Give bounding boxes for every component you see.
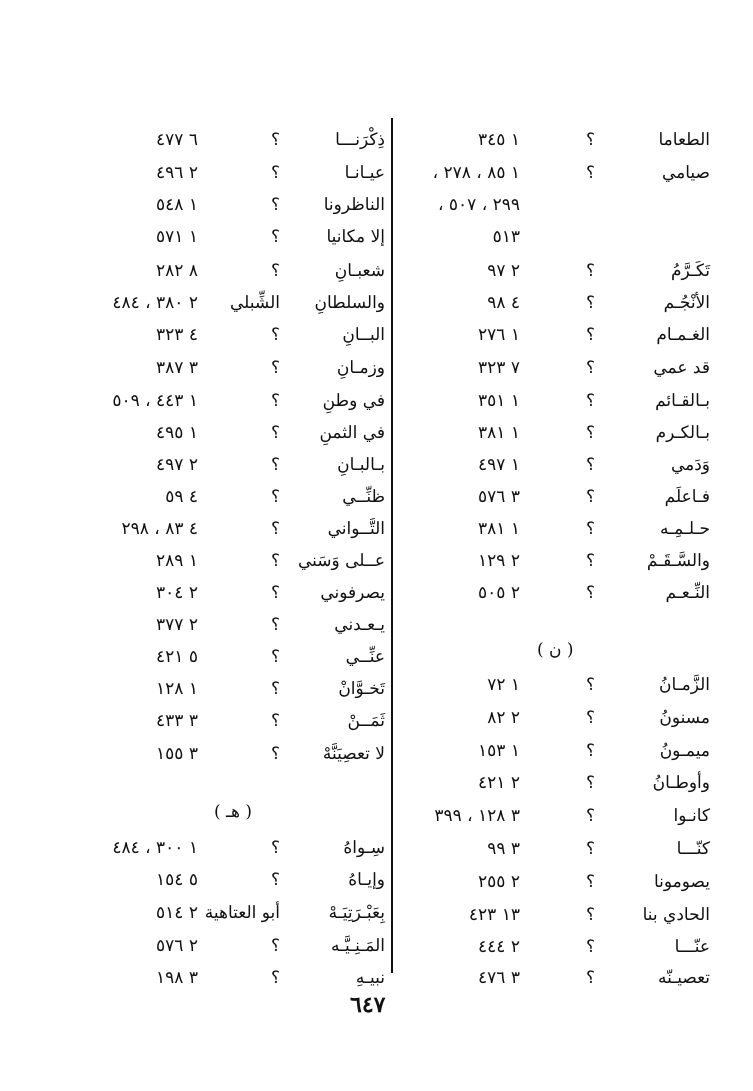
left-column-entry-word: شعبـانِ [334, 261, 385, 281]
left-column-entry-ref: ١ ٤٩٥ [156, 423, 198, 443]
right-column-entry-word: الحادي بنا [642, 905, 710, 925]
left-column-entry [80, 673, 385, 705]
right-column-entry-word: بـالكـرم [655, 423, 710, 443]
left-column-entry-word: في الثمنِ [319, 423, 385, 443]
right-column-entry-word: كانـوا [673, 806, 710, 826]
left-column-entry-word: ثَمَــنْ [347, 711, 385, 731]
right-column-entry-ref: ٢ ٥٠٥ [478, 583, 520, 603]
right-column-entry-word: تَكَـرَّمُ [670, 261, 710, 281]
right-column-entry-attr: ؟ [585, 519, 595, 539]
left-column-entry-ref: ٣ ١٩٨ [156, 968, 198, 988]
left-column-entry [80, 705, 385, 737]
left-column-entry-ref: ٨ ٢٨٢ [156, 261, 198, 281]
left-column-entry-attr: ؟ [270, 227, 280, 247]
right-column-entry [400, 833, 710, 865]
left-column-entry-ref: ٢ ٣٨٠ ، ٤٨٤ [112, 293, 198, 313]
right-column-entry-ref: ٤ ٩٨ [487, 293, 520, 313]
left-column-entry [80, 577, 385, 609]
right-column-entry [400, 962, 710, 994]
left-column-entry-attr: ؟ [270, 679, 280, 699]
left-column-entry [80, 417, 385, 449]
left-column-entry-attr: ؟ [270, 551, 280, 571]
left-column-entry-word: عــلى وَسَني [297, 551, 385, 571]
right-column-entry-word: الزَّمـانُ [658, 675, 710, 695]
right-column-entry-ref: ٣ ١٢٨ ، ٣٩٩ [434, 806, 520, 826]
left-column-entry-ref: ١ ١٢٨ [156, 679, 198, 699]
right-column-entry-word: بـالقـائم [655, 391, 710, 411]
right-column-entry-word: صيامي [661, 163, 710, 183]
right-column-entry-ref: ١ ٣٥١ [478, 391, 520, 411]
right-column-entry-ref: ٢ ٤٢١ [478, 773, 520, 793]
right-column-entry-attr: ؟ [585, 937, 595, 957]
right-column-entry-ref: ١ ٨٥ ، ٢٧٨ ، [432, 163, 520, 183]
left-column-entry [80, 962, 385, 994]
left-column-entry [80, 609, 385, 641]
right-column-entry [400, 124, 710, 156]
right-column-entry-attr: ؟ [585, 130, 595, 150]
right-column-entry-attr: ؟ [585, 487, 595, 507]
right-column-entry-ref: ٣ ٤٧٦ [478, 968, 520, 988]
left-column-entry-attr: ؟ [270, 358, 280, 378]
left-column-entry-word: بـالبـانِ [337, 455, 385, 475]
left-column-entry-attr: ؟ [270, 870, 280, 890]
left-column-entry-word: عنِّــي [345, 647, 385, 667]
right-column-entry-word: يصومونا [653, 872, 710, 892]
left-column-entry-ref: ١ ٢٨٩ [156, 551, 198, 571]
left-column-entry-ref: ٦ ٤٧٧ [156, 130, 198, 150]
left-column-entry [80, 738, 385, 770]
right-column-entry-attr: ؟ [585, 423, 595, 443]
left-column-entry-attr: ؟ [270, 130, 280, 150]
left-column-entry-ref: ١ ٥٤٨ [156, 195, 198, 215]
left-column-entry [80, 124, 385, 156]
left-column-entry [80, 513, 385, 545]
right-column-entry-ref: ١ ٧٢ [487, 675, 520, 695]
left-column-entry-attr: ؟ [270, 838, 280, 858]
right-column-entry-ref: ٢ ١٢٩ [478, 551, 520, 571]
left-column-entry-attr: ؟ [270, 711, 280, 731]
left-column-entry-word: عيـانـا [344, 163, 385, 183]
right-column-entry [400, 735, 710, 767]
right-column-entry-word: حـلـمِـه [659, 519, 710, 539]
right-column-entry [400, 513, 710, 545]
left-column-entry [80, 641, 385, 673]
right-column-entry-word: الغـمـام [656, 325, 710, 345]
right-column-entry-word: الطعاما [658, 130, 710, 150]
right-column-entry [400, 449, 710, 481]
left-column-entry-word: في وطنِ [322, 391, 385, 411]
right-column-entry-word: مسنونُ [659, 708, 710, 728]
right-column-entry-ref: ٢ ٩٧ [487, 261, 520, 281]
right-column-entry-word: تعصيـنّه [657, 968, 710, 988]
left-column-entry-word: ذِكْرَنـــا [335, 130, 385, 150]
left-column-entry-ref: ١ ٤٤٣ ، ٥٠٩ [112, 391, 198, 411]
left-column-entry-ref: ٢ ٥٧٦ [156, 936, 198, 956]
right-column-entry [400, 417, 710, 449]
right-column-entry-word: فـاعلَم [664, 487, 710, 507]
right-column-entry-ref: ٣ ٥٧٦ [478, 487, 520, 507]
right-column-entry-attr: ؟ [585, 741, 595, 761]
right-column-entry [400, 577, 710, 609]
right-column-entry-ref: ٢ ٤٤٤ [478, 937, 520, 957]
left-column-entry-ref: ٢ ٣٠٤ [156, 583, 198, 603]
left-column-entry-word: إلا مكانيا [326, 227, 385, 247]
left-column-entry-word: الناظرونا [323, 195, 385, 215]
left-column-entry-attr: ؟ [270, 423, 280, 443]
left-column-entry-word: يـعـدني [334, 615, 385, 635]
left-column-entry-ref: ٢ ٤٩٧ [156, 455, 198, 475]
left-column-entry-word: سِـواهُ [343, 838, 385, 858]
left-column-entry-ref: ٢ ٣٧٧ [156, 615, 198, 635]
right-column-entry-attr: ؟ [585, 358, 595, 378]
right-column-entry [400, 319, 710, 351]
right-column-entry [400, 800, 710, 832]
right-column-entry-attr: ؟ [585, 839, 595, 859]
letter-heading-ha: ( هـ ) [214, 802, 253, 822]
column-divider [391, 118, 393, 973]
right-column-entry-ref: ١ ٢٧٦ [478, 325, 520, 345]
left-column-entry [80, 255, 385, 287]
left-column-entry [80, 897, 385, 929]
right-column-entry-attr: ؟ [585, 905, 595, 925]
left-column-entry-attr: ؟ [270, 195, 280, 215]
left-column-entry-ref: ٤ ٣٢٣ [156, 325, 198, 345]
left-column-entry-attr: ؟ [270, 325, 280, 345]
page-number: ٦٤٧ [350, 992, 386, 1018]
left-column-entry-attr: ؟ [270, 261, 280, 281]
left-column-entry-attr: ؟ [270, 936, 280, 956]
right-column-entry [400, 767, 710, 799]
left-column-entry-ref: ٢ ٤٩٦ [156, 163, 198, 183]
right-column-entry-ref: ١ ٣٤٥ [478, 130, 520, 150]
right-column-entry-word: عنّـــا [674, 937, 710, 957]
right-column-entry [400, 669, 710, 701]
left-column-entry-word: تَخـوَّانْ [338, 679, 385, 699]
right-column-entry-ref: ٧ ٣٢٣ [478, 358, 520, 378]
left-column-entry-ref: ٣ ١٥٥ [156, 744, 198, 764]
left-column-entry [80, 157, 385, 189]
left-column-entry-attr: ؟ [270, 615, 280, 635]
left-column-entry-attr: ؟ [270, 391, 280, 411]
left-column-entry [80, 385, 385, 417]
right-column-entry-ref: ٥١٣ [492, 227, 520, 247]
left-column-entry-attr: الشِّبلي [230, 293, 280, 313]
right-column-entry-word: النِّـعـم [665, 583, 710, 603]
left-column-entry-word: يصرفوني [320, 583, 385, 603]
left-column-entry-ref: ٤ ٥٩ [165, 487, 198, 507]
left-column-entry [80, 449, 385, 481]
right-column-entry [400, 931, 710, 963]
right-column-entry-attr: ؟ [585, 583, 595, 603]
right-column-entry-word: وَدَمي [670, 455, 710, 475]
left-column-entry-word: وزمـانِ [336, 358, 385, 378]
right-column-entry-ref: ٢ ٢٥٥ [478, 872, 520, 892]
left-column-entry-word: المَـنِـيَّـه [330, 936, 385, 956]
left-column-entry [80, 287, 385, 319]
right-column-entry-attr: ؟ [585, 806, 595, 826]
left-column-entry-attr: ؟ [270, 968, 280, 988]
right-column-entry [400, 385, 710, 417]
right-column-entry [400, 702, 710, 734]
right-column-entry-ref: ٢٩٩ ، ٥٠٧ ، [438, 195, 520, 215]
left-column-entry-attr: ؟ [270, 583, 280, 603]
right-column-entry-attr: ؟ [585, 391, 595, 411]
right-column-entry [400, 899, 710, 931]
right-column-entry-ref: ١ ١٥٣ [478, 741, 520, 761]
right-column-entry [400, 255, 710, 287]
right-column-entry-ref: ١ ٣٨١ [478, 423, 520, 443]
left-column-entry-attr: ؟ [270, 647, 280, 667]
left-column-entry-ref: ١ ٣٠٠ ، ٤٨٤ [112, 838, 198, 858]
right-column-entry-attr: ؟ [585, 551, 595, 571]
left-column-entry-attr: ؟ [270, 744, 280, 764]
left-column-entry [80, 832, 385, 864]
right-column-entry-attr: ؟ [585, 455, 595, 475]
left-column-entry-attr: ؟ [270, 519, 280, 539]
right-column-entry [400, 352, 710, 384]
left-column-entry-word: التَّــواني [327, 519, 385, 539]
left-column-entry [80, 930, 385, 962]
left-column-entry-ref: ٤ ٨٣ ، ٢٩٨ [121, 519, 198, 539]
right-column-entry-attr: ؟ [585, 872, 595, 892]
right-column-entry-word: كنّـــا [676, 839, 710, 859]
right-column-entry-attr: ؟ [585, 773, 595, 793]
left-column-entry-word: والسلطانِ [314, 293, 385, 313]
left-column-entry [80, 221, 385, 253]
right-column-entry [400, 157, 710, 189]
left-column-entry [80, 319, 385, 351]
left-column-entry [80, 189, 385, 221]
left-column-entry-word: البــانِ [342, 325, 385, 345]
right-column-entry-attr: ؟ [585, 968, 595, 988]
left-column-entry-word: وإيـاهُ [348, 870, 385, 890]
letter-heading-noon: ( ن ) [537, 640, 574, 660]
left-column-entry [80, 352, 385, 384]
right-column-entry-word: وأوطـانُ [652, 773, 710, 793]
right-column-entry [400, 189, 710, 221]
left-column-entry-attr: ؟ [270, 163, 280, 183]
left-column-entry-attr: ؟ [270, 487, 280, 507]
right-column-entry-ref: ٢ ٨٢ [487, 708, 520, 728]
right-column-entry-attr: ؟ [585, 675, 595, 695]
left-column-entry-ref: ٢ ٥١٤ [156, 903, 198, 923]
right-column-entry-ref: ١٣ ٤٢٣ [468, 905, 520, 925]
left-column-entry-ref: ٥ ١٥٤ [156, 870, 198, 890]
left-column-entry-ref: ٥ ٤٢١ [156, 647, 198, 667]
right-column-entry [400, 545, 710, 577]
right-column-entry-attr: ؟ [585, 325, 595, 345]
right-column-entry [400, 287, 710, 319]
left-column-entry-attr: أبو العتاهية [204, 903, 280, 923]
left-column-entry-attr: ؟ [270, 455, 280, 475]
left-column-entry [80, 545, 385, 577]
left-column-entry-word: نبيـهِ [355, 968, 385, 988]
right-column-entry-attr: ؟ [585, 708, 595, 728]
right-column-entry-attr: ؟ [585, 261, 595, 281]
right-column-entry [400, 221, 710, 253]
left-column-entry-word: بِعَبْـرَتِيَـهْ [328, 903, 385, 923]
right-column-entry-word: والسَّـقَـمْ [646, 551, 710, 571]
right-column-entry-word: ميمـونُ [659, 741, 710, 761]
right-column-entry [400, 481, 710, 513]
left-column-entry-ref: ٣ ٣٨٧ [156, 358, 198, 378]
left-column-entry-word: لا تعصِيَنَّهْ [322, 744, 385, 764]
left-column-entry-ref: ٣ ٤٣٣ [156, 711, 198, 731]
left-column-entry [80, 864, 385, 896]
right-column-entry-word: الأنْجُـم [663, 293, 710, 313]
right-column-entry-attr: ؟ [585, 163, 595, 183]
left-column-entry [80, 481, 385, 513]
right-column-entry [400, 866, 710, 898]
right-column-entry-attr: ؟ [585, 293, 595, 313]
right-column-entry-ref: ١ ٣٨١ [478, 519, 520, 539]
right-column-entry-word: قد عمي [653, 358, 710, 378]
left-column-entry-word: ظنِّــي [342, 487, 385, 507]
right-column-entry-ref: ١ ٤٩٧ [478, 455, 520, 475]
right-column-entry-ref: ٣ ٩٩ [487, 839, 520, 859]
left-column-entry-ref: ١ ٥٧١ [156, 227, 198, 247]
